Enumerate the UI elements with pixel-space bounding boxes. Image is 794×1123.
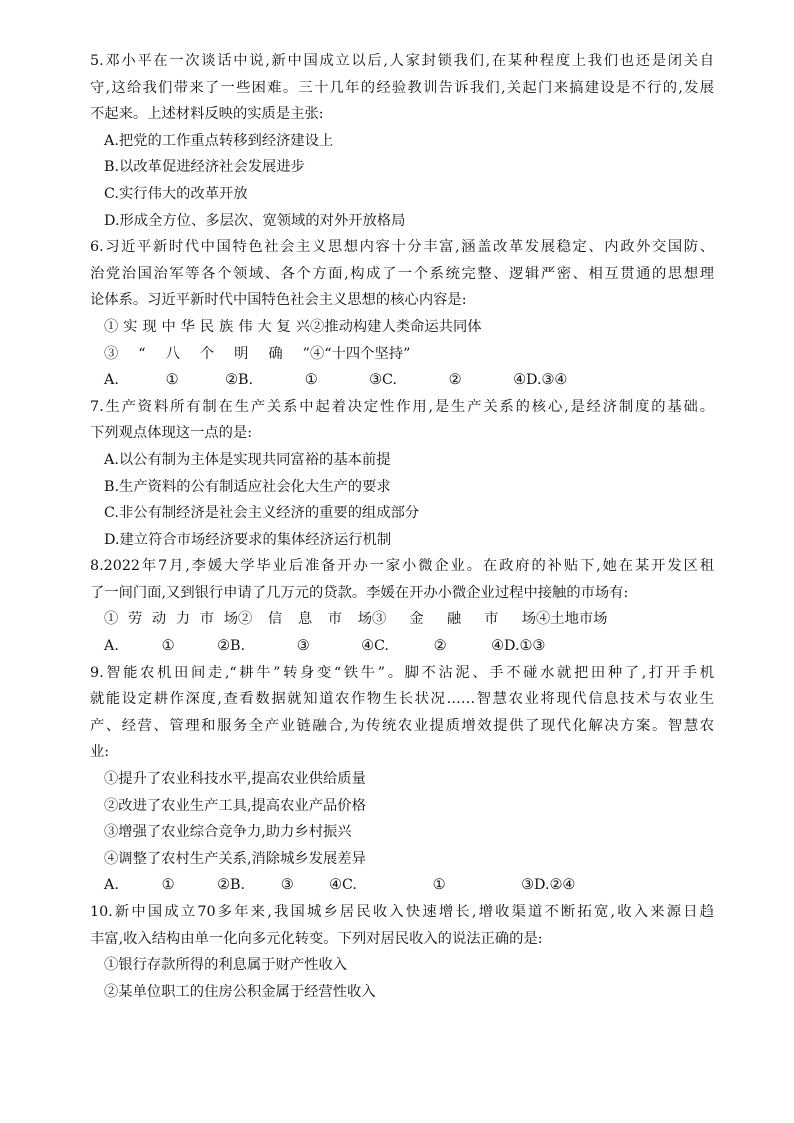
choice-b: B.③④ [230, 638, 374, 655]
question-stem: 了一间门面,又到银行申请了几万元的贷款。李媛在开办小微企业过程中接触的市场有: [90, 584, 629, 601]
item-4: ④调整了农村生产关系,消除城乡发展差异 [104, 850, 366, 867]
item-1: ①银行存款所得的利息属于财产性收入 [104, 957, 348, 974]
item-row [90, 606, 714, 633]
option-b: B.以改革促进经济社会发展进步 [104, 159, 305, 176]
item-1: ①实现中华民族伟大复兴 [104, 318, 310, 335]
choice-d: D.①③ [504, 638, 546, 655]
item-2: ②信息市场 [238, 611, 372, 628]
question-stem: 丰富,收入结构由单一化向多元化转变。下列对居民收入的说法正确的是: [90, 930, 543, 947]
item-row [90, 314, 714, 341]
option-d: D.形成全方位、多层次、宽领域的对外开放格局 [104, 212, 406, 229]
question-stem: 6.习近平新时代中国特色社会主义思想内容十分丰富,涵盖改革发展稳定、内政外交国防、 [90, 239, 714, 256]
question-7 [90, 394, 714, 554]
item-3: ③“八个明确” [104, 345, 310, 362]
item-2: ②推动构建人类命运共同体 [310, 318, 482, 335]
question-stem: 不起来。上述材料反映的实质是主张: [90, 106, 324, 123]
question-stem: 10.新中国成立70多年来,我国城乡居民收入快速增长,增收渠道不断拓宽,收入来源日趋 [90, 904, 714, 920]
option-d: D.建立符合市场经济要求的集体经济运行机制 [104, 531, 392, 548]
question-stem: 治党治国治军等各个领域、各个方面,构成了一个系统完整、逻辑严密、相互贯通的思想理 [90, 265, 714, 282]
question-stem: 守,这给我们带来了一些困难。三十几年的经验教训告诉我们,关起门来搞建设是不行的,发展 [90, 79, 714, 96]
question-6 [90, 234, 714, 394]
choice-a: A.①② [104, 372, 238, 389]
choice-d: D.②④ [534, 877, 576, 894]
question-9 [90, 660, 714, 899]
choice-c: C.①③ [342, 877, 534, 894]
question-10 [90, 899, 714, 1005]
choice-row [90, 633, 714, 660]
item-1: ①劳动力市场 [104, 611, 238, 628]
choice-c: C.②④ [382, 372, 526, 389]
question-stem: 就能设定耕作深度,查看数据就知道农作物生长状况……智慧农业将现代信息技术与农业生 [90, 691, 714, 708]
question-stem: 9.智能农机田间走,“耕牛”转身变“铁牛”。脚不沾泥、手不碰水就把田种了,打开手机 [90, 664, 714, 681]
choice-a: A.①② [104, 877, 230, 894]
item-2: ②某单位职工的住房公积金属于经营性收入 [104, 983, 376, 1000]
item-2: ②改进了农业生产工具,提高农业产品价格 [104, 797, 366, 814]
item-3: ③增强了农业综合竞争力,助力乡村振兴 [104, 824, 352, 841]
option-c: C.非公有制经济是社会主义经济的重要的组成部分 [104, 505, 420, 522]
question-stem: 7.生产资料所有制在生产关系中起着决定性作用,是生产关系的核心,是经济制度的基础。 [90, 398, 714, 415]
choice-b: B.①③ [238, 372, 382, 389]
item-4: ④土地市场 [536, 611, 608, 628]
option-a: A.把党的工作重点转移到经济建设上 [104, 132, 334, 149]
question-stem: 5.邓小平在一次谈话中说,新中国成立以后,人家封锁我们,在某种程度上我们也还是闭关自 [90, 53, 714, 69]
question-5 [90, 48, 714, 234]
choice-c: C.②④ [374, 638, 504, 655]
choice-row [90, 872, 714, 899]
question-stem: 下列观点体现这一点的是: [90, 425, 253, 442]
item-4: ④“十四个坚持” [310, 345, 411, 362]
question-8 [90, 553, 714, 659]
option-b: B.生产资料的公有制适应社会化大生产的要求 [104, 478, 391, 495]
choice-a: A.①② [104, 638, 230, 655]
choice-d: D.③④ [526, 372, 568, 389]
item-1: ①提升了农业科技水平,提高农业供给质量 [104, 771, 366, 788]
option-c: C.实行伟大的改革开放 [104, 185, 248, 202]
choice-row [90, 367, 714, 394]
question-stem: 8.2022年7月,李媛大学毕业后准备开办一家小微企业。在政府的补贴下,她在某开发区租 [90, 558, 714, 575]
item-row [90, 341, 714, 368]
option-a: A.以公有制为主体是实现共同富裕的基本前提 [104, 451, 391, 468]
question-stem: 产、经营、管理和服务全产业链融合,为传统农业提质增效提供了现代化解决方案。智慧农 [90, 717, 714, 734]
choice-b: B.③④ [230, 877, 342, 894]
question-stem: 业: [90, 744, 110, 761]
question-stem: 论体系。习近平新时代中国特色社会主义思想的核心内容是: [90, 292, 467, 309]
item-3: ③金融市场 [372, 611, 536, 628]
